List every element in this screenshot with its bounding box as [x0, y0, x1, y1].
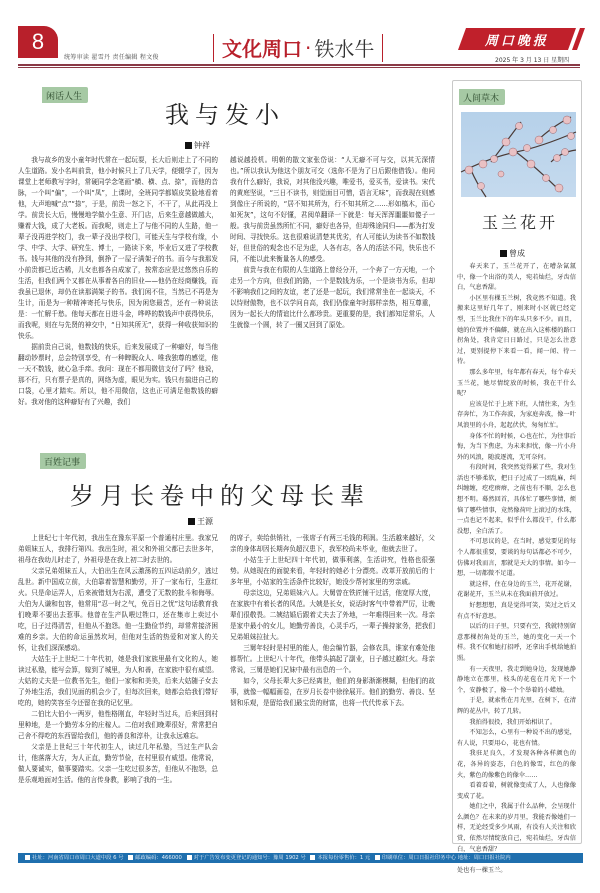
- footer-item: 本报每份零售价：1 元: [317, 855, 371, 861]
- paragraph: 据前贵自己说，他数钱的快乐，后来发展成了一种癖好，每当他翻动钞票时，总会特别享受，有一种睥睨众人、唯我独尊的感觉，他一天不数钱，就心急手痒。我问：现在不都用微信支付了吗？他说，那不行，只有票子是真的，网络为虚，眼见为实。钱只有揣进自己的口袋，心里才踏实。所以，他不用微信，这也正可满足他数钱的癖好。我对他的这种癖好有了兴趣，我们: [18, 343, 218, 406]
- paragraph: 父亲兄弟姐妹五人，大伯出生在风云激荡的五四运动前夕，逃过乱世。新中国成立前，大伯靠着智慧和勤劳，开了一家布行，生意红火。只是命运弄人，后来被错划为右派，遭受了无数的批斗和侮辱。大伯为人谦和包容，他常用“忍一时之气，免百日之忧”这句话教育我们晚辈不要出去惹事。他曾在生产队喂过牲口，还在集市上卖过小吃，日子过得清苦，但他从不抱怨。他一生勤俭节约，却常常接济困难的乡亲。大伯的命运虽然坎坷，但他对生活的热爱和对家人的关怀，让我们深深感动。: [18, 567, 218, 652]
- paragraph: 如今，父母长辈大多已经离世，他们的身影渐渐模糊，但他们的故事，就像一幅幅画卷，在岁月长卷中徐徐展开。他们的勤劳、善良、坚韧和乐观，是留给我们最宝贵的财富，也将一代代传承下去。: [230, 677, 435, 707]
- article-byline: 曾成: [500, 248, 525, 259]
- column-tag-label: 百姓记事: [44, 457, 81, 468]
- square-bullet-icon: [187, 855, 192, 860]
- article-byline: 王源: [188, 516, 213, 527]
- paragraph: 处也有一棵玉兰。: [457, 866, 507, 874]
- article-byline: 钟祥: [185, 140, 210, 151]
- paragraph: 我拍得很投，我们开始相识了。: [469, 718, 557, 726]
- paragraph: 三舅年轻时是村里的能人，他会编竹器，会修农具，谁家有难处他都帮忙。上世纪八十年代，他带头搞起了副业，日子越过越红火。母亲常说，三舅是她们兄妹中最有出息的一个。: [230, 644, 435, 674]
- paragraph: 的席子，卖给供销社，一张席子有两三毛钱的利润。生活越来越好，父亲的身体却因长期奔负超汉患下，我军校尚未毕业，他就去世了。: [230, 534, 435, 553]
- footer-bar: [18, 853, 583, 863]
- article-title: 我与发小: [165, 101, 285, 129]
- divider: [213, 34, 214, 62]
- footer-item: 邮政编码：466000: [135, 855, 182, 861]
- paragraph: 有一天夜里，我走到她身边，发现她静静地立在那里，枝头的花苞在月光下一个个，安静极了，像一个个举着的小蜡烛。: [457, 665, 576, 694]
- paragraph: 以后的日子里，只要有空，我就特别留意那棵拐角处的玉兰，她的变化一天一个样。我不仅和她打招呼，还拿出手机给她拍照。: [457, 623, 576, 662]
- column-tag: [42, 87, 88, 103]
- section-name-red: 文化周口: [222, 37, 302, 61]
- paragraph: 大姑生于上世纪二十年代初，她是我们家族里最有文化的人，她读过私塾，能写会算，嫁到了城里，为人和善，在家族中很有威望。大姑的丈夫是一位教书先生，他们一家和和美美，后来大姑随子女去了外地生活，我们见面的机会少了，但每次回来，她都会给我们带好吃的，她的笑容至今还留在我的记忆里。: [18, 655, 218, 707]
- paragraph: 于是，就索性在月光里，在树下，在清辉的花丛中，转了几转。: [457, 697, 576, 715]
- paragraph: 身体不忙的时候，心也在忙，为往事后悔，为当下焦虑，为未来担忧，像一片小舟外的风浪，随波逐流，无可奈何。: [457, 432, 576, 461]
- paragraph: 上世纪七十年代初，我出生在豫东平原一个普通村庄里。我家兄弟姐妹五人，我排行第四。我出生时，祖父和外祖父都已去世多年，祖母在我幼儿时走了，外祖母是在我上初二时去世的。: [18, 534, 218, 564]
- article-column: [230, 155, 435, 411]
- section-dot: ·: [305, 35, 312, 60]
- article-title: 玉兰花开: [482, 213, 559, 232]
- column-tag: [459, 89, 505, 105]
- paragraph: 不知怎么，心里有一种说不出的感觉，有人说，只要用心，花也有情。: [457, 729, 576, 747]
- paragraph: 应该是忙于上班下班，人情往来，为生存奔忙，为工作奔波，为家庭奔波，像一叶风浪里的小舟，起起伏伏，匆匆忙忙。: [457, 400, 576, 429]
- paragraph: 父亲是上世纪三十年代初生人，读过几年私塾，当过生产队会计，他落落大方，为人正直，勤劳节俭，在村里很有威望。他常说，做人要诚实，做事要踏实。父亲一生吃过很多苦，但他从不抱怨，总是乐观地面对生活。他的言传身教，影响了我的一生。: [18, 743, 218, 784]
- square-bullet-icon: [25, 855, 30, 860]
- header-rule: [18, 67, 580, 68]
- magnolia-photo: [461, 112, 576, 197]
- masthead: [0, 0, 600, 70]
- footer-item: 对于广告发布变更登记的通知号：豫周 1902 号: [193, 855, 306, 861]
- paragraph: 越说越投机。明朝的散文家张岱说：“人无癖不可与交，以其无深情也。”所以我认为他这个朋友可交（选你不是为了日后跟他借钱）。他问我有什么癖好，我说，对其他没兴趣，唯爱书，爱买书，爱读书。宋代的黄庭坚说，“三日不读书，则觉面目可憎，语言无味”，而我现在则感到像庄子所说的，“居不知其所为，行不知其所之……形如槁木，而心如死灰”，这句不好懂，君阅单翻译一下就是：每天浑浑噩噩如傻子一般。我与前贵虽然所忙不同，癖好也各异，但却殊途同归——都为打发时间、寻找快乐。这也很难说清楚其优劣，有人可能认为读书不如数钱好，但世俗的观念也不足为虑，人各有志，各人的活法不同，快乐也不同，不能以此来衡量各人的感受。: [230, 156, 435, 263]
- paragraph: 二伯比大伯小一两岁，他性格刚直，年轻时当过兵，后来回到村里种地，是一个勤劳本分的庄稼人。二伯对我们晚辈很好，常常把自己舍不得吃的东西留给我们，他的善良和淳朴，让我永远难忘。: [18, 710, 218, 740]
- article-title: 岁月长卷中的父母长辈: [70, 482, 370, 510]
- paragraph: 不可思议的是，在当时，感觉要见的每个人都很重要，要谈的每句话都必不可少，仿佛对我而言，那就是天大的事情。如今一想，一切都微不足道。: [457, 538, 576, 578]
- paragraph: 看着看着，树就像变成了人，人也像像变成了花。: [457, 782, 576, 800]
- paragraph: 有段时间，我突然觉得累了些，我对生活也不够柔软，把日子过成了一团乱麻，纠纠缠缠，疙疙瘩瘩，之前也有不顺，怎么也想不明。蓦然回首，具体忙了哪些事情，烦恼了哪些情事，竟然像荷叶上滚过的水珠，一点也记不起来，似乎什么都没干，什么都没想，全白活了。: [457, 464, 576, 535]
- paragraph: 小区里有棵玉兰树，我竟然不知道。我搬来这里好几年了，刚来时小区就已经定型，玉兰比我住下的年头只多不少。而且，她的位置并不偏僻，就在出入这栋楼的路口拐角处，我肯定日日路过，只是怎么注意过，更别提停下来看一看，闻一闻、待一待。: [457, 294, 576, 366]
- paragraph: 好想想想，真是觉得可笑，笑过之后又有点不好意思。: [457, 602, 576, 620]
- section-name-black: 铁水牛: [314, 37, 375, 61]
- logo-text: 周口晚报: [484, 33, 549, 49]
- column-tag-label: 人间草木: [463, 93, 500, 104]
- footer-item: 社址：河南省周口市周口大道中段 6 号: [32, 855, 124, 861]
- square-bullet-icon: [375, 855, 380, 860]
- paragraph: 春天来了，玉兰花开了，在嘈杂氤氲中，像一个出浴的美人，宛若灿烂，牙齿信白，气息香甜。: [457, 263, 576, 292]
- column-tag-label: 闲话人生: [46, 91, 83, 102]
- section-title: [205, 33, 391, 62]
- article-column: [457, 262, 576, 874]
- article-column: [18, 533, 218, 843]
- paragraph: 我与故乡的发小童年时代常在一起玩耍，长大后则走上了不同的人生道路。发小名叫前贵，他小时候只上了几天学，便辍学了，因为课堂上老师教写字时，常硬同学念笔画“横、横、点、捺”，而他的音脉，一个叫“偏”，一个叫“凤”，上课时，全班同学都嬉皮笑脸地看着他，大声地喊“点”“捺”，于是，前贵一怒之下，不干了，从此再没上学。前贵长大后，慢慢地学做小生意、开门店，后来生意越做越大，赚着大钱，成了大老板。而我呢，则走上了与他不同的人生路，他一辈子没再进学校门，我一辈子没出学校门，可能天生与学校有缘，小学、中学、大学、研究生、博士，一路读下来，毕业后又进了学校教书。钱与其他的没有挣到，倒挣了一屋子满架子的书。而今与我那发小前贵都已近古稀，儿女也都各自成家了，按常态应是过悠然自乐的生活，但我们两个又都在从事着各自的旧业——他仍在经商赚钱，而我虽已退休，却仍在读那满架子的书。我们闲不住，当然已不再是为生计，而是为一种精神寄托与快乐，因为闲您最苦，还有一种说法是：一忙解千愁。他每天都在日进斗金，哗哗的数钱声中获得快乐，而我呢，则在与先贤的神交中，“日知其所无”，获得一种收获知识的快乐。: [18, 156, 218, 340]
- footer-item: 印刷单位：周口日报社印务中心 地址：周口日报社院内: [381, 855, 511, 861]
- column-tag: [40, 453, 86, 469]
- paragraph: 就这样，住在身边的玉兰，花开花谢，花谢花开，玉兰从未在我面前开放过。: [457, 580, 576, 599]
- paragraph: 小姑生于上世纪四十年代初，做事利落，生活讲究，性格也很强势。从她现在的面貌来看，年轻时的她必十分漂亮。改革开放前后的十多年里，小姑家的生活条件比较好，她没少帮衬家里的穷亲戚。: [230, 556, 435, 586]
- newspaper-logo: [458, 28, 576, 50]
- magnolia-branch-icon: [461, 112, 576, 197]
- article-column: [230, 533, 435, 843]
- square-bullet-icon: [128, 855, 133, 860]
- divider: [382, 34, 383, 62]
- paragraph: 她们之中，我属于什么品种，会呈现什么颜色？在未来的岁月里，我能否像她们一样，无论经受多少风雨，有没有人关注和欣赏，依然尽情绽放自己，宛若灿烂，牙齿信白，气息香甜？: [457, 803, 576, 853]
- paragraph: 我驻足良久，才发现各种各样颜色的花，各异的姿态，白色的像雪，红色的像火，紫色的像紫色的像伞……: [457, 750, 576, 779]
- staff-line: 统筹审读 翟雪丹 责任编辑 程文俊: [64, 54, 159, 61]
- page-number: 8: [18, 26, 58, 58]
- paragraph: 那么多年里，每年都有春天，每个春天玉兰花，她尽情绽放的时候，我在干什么呢？: [457, 368, 576, 398]
- paragraph: 前贵与我在有限的人生道路上曾经分开，一个奔了一方天地，一个走另一个方向，但我们的路，一个是数钱为乐，一个是读书为乐，但却不影响我们之间的友谊，老了还是一起玩，我们常常坐在一起谈天，不以恃财傲物，也不以学问自高，我们仍像童年时那样亲热，相互尊重，因为一起长大的情谊比什么都珍贵。更重要的是，我们都知足常乐，人生就像一个圆，转了一圈又回到了原处。: [230, 266, 435, 329]
- square-bullet-icon: [310, 855, 315, 860]
- header-rule: [18, 64, 580, 66]
- paragraph: 母亲这边，兄弟姐妹六人。大舅曾在铁匠铺干过活，他宽厚大度，在家族中有着长者的风范。大姨是长女，说话时客气中带着严厉，让晚辈们很敬畏。二姨结婚后跟着丈夫去了外地，一年难得回来一次。母亲是家中最小的女儿，她勤劳善良，心灵手巧，一辈子操持家务，把我们兄弟姐妹拉扯大。: [230, 589, 435, 641]
- article-column: [18, 155, 218, 411]
- issue-date: 2025 年 3 月 13 日 星期四: [495, 57, 570, 64]
